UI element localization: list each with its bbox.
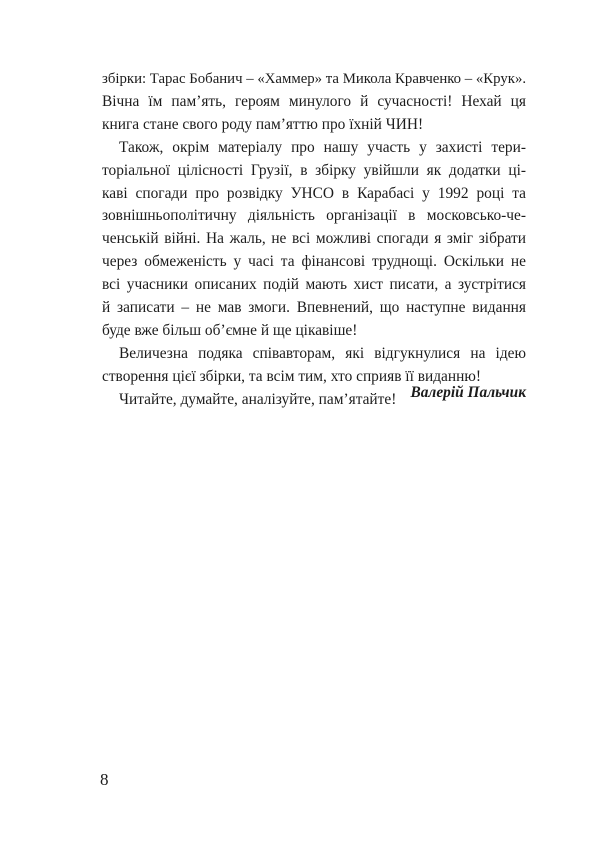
- text-line: створення цієї збірки, та всім тим, хто сприяв її виданню!: [102, 367, 481, 385]
- text-line: збірки: Тарас Бобанич – «Хаммер» та Микола Кравченко – «Крук».: [102, 71, 527, 87]
- text-line: буде вже більш об’ємне й ще цікавіше!: [102, 321, 358, 339]
- text-line: Читайте, думайте, аналізуйте, пам’ятайте!: [119, 390, 397, 408]
- body-text: [102, 68, 526, 412]
- text-line: через обмеженість у часі та фінансові труднощі. Оскільки не: [102, 253, 526, 271]
- text-line: ченській війні. На жаль, не всі можливі спогади я зміг зібрати: [102, 230, 526, 248]
- text-line: каві спогади про розвідку УНСО в Карабасі у 1992 році та: [102, 184, 526, 202]
- text-line: всі учасники описаних подій мають хист писати, а зустрітися: [102, 276, 526, 294]
- text-line: торіальної цілісності Грузії, в збірку увійшли як додатки ці-: [102, 161, 526, 179]
- text-line: Вічна їм пам’ять, героям минулого й сучасності! Нехай ця: [102, 92, 526, 110]
- text-line: зовнішньополітичну діяльність організації в московсько-че-: [102, 207, 526, 225]
- author-signature: Валерій Пальчик: [410, 384, 526, 401]
- text-line: й записати – не мав змоги. Впевнений, що наступне видання: [102, 299, 526, 317]
- text-line: книга стане свого роду пам’яттю про їхній ЧИН!: [102, 115, 424, 133]
- page-number: 8: [100, 770, 109, 789]
- text-line: Величезна подяка співавторам, які відгукнулися на ідею: [119, 344, 526, 362]
- text-line: Також, окрім матеріалу про нашу участь у захисті тери-: [119, 138, 526, 156]
